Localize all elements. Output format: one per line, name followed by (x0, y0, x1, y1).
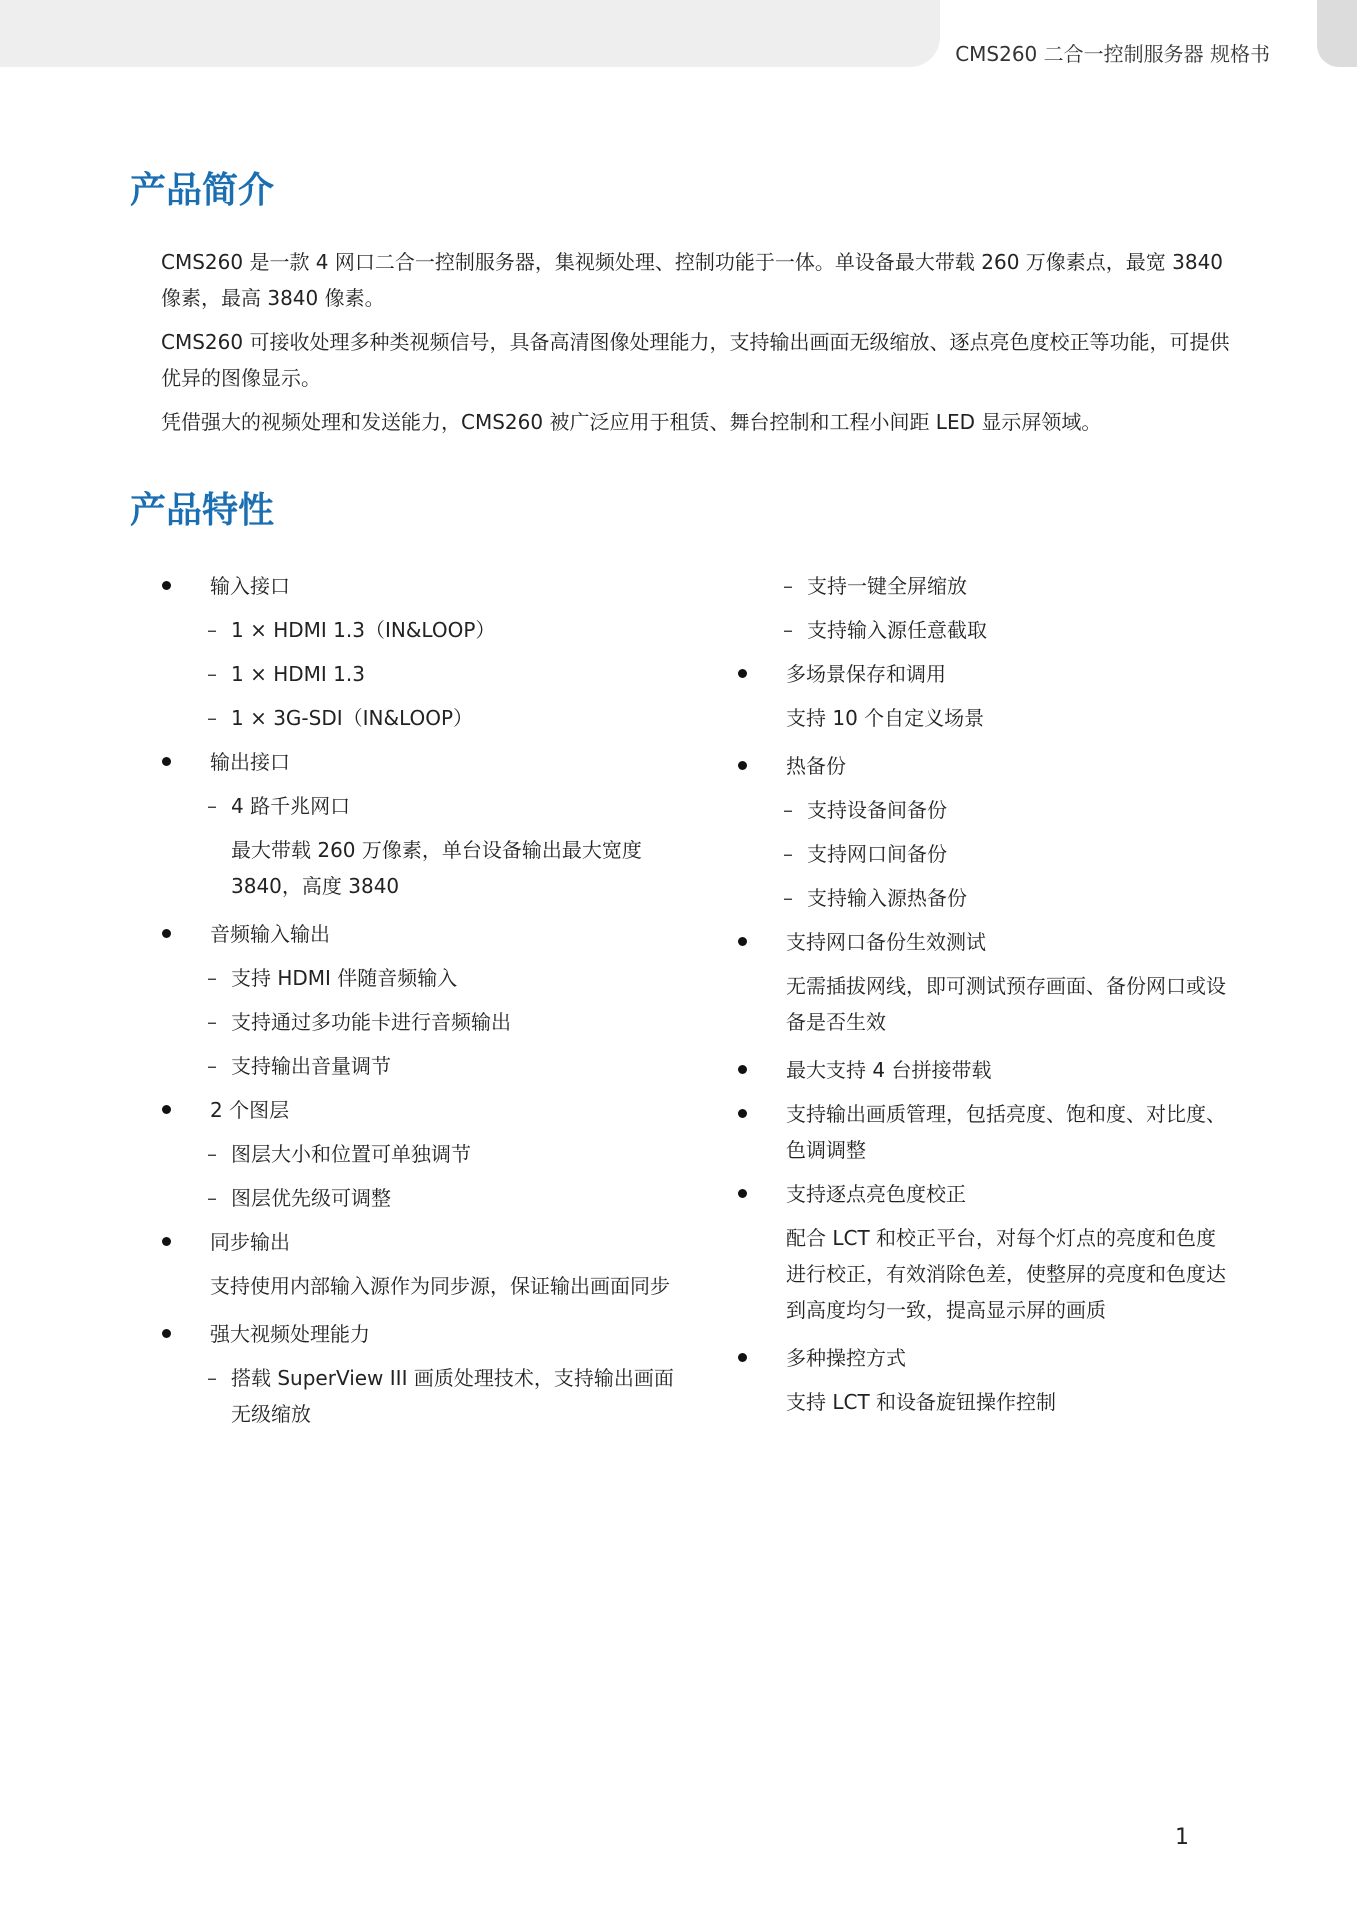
bullet-icon (162, 929, 171, 938)
dash-icon: – (207, 662, 217, 686)
bullet-icon (738, 1065, 747, 1074)
dash-icon: – (207, 1366, 217, 1390)
features-left-column (160, 568, 680, 1440)
feature-sub: – 支持一键全屏缩放 (736, 568, 1236, 604)
bullet-icon (162, 581, 171, 590)
feature-backup-test: 支持网口备份生效测试 (736, 924, 1236, 960)
feature-output: 输出接口 (160, 744, 680, 780)
features-heading: 产品特性 (130, 490, 275, 531)
feature-sub: – 图层大小和位置可单独调节 (160, 1136, 680, 1172)
intro-paragraph: CMS260 可接收处理多种类视频信号，具备高清图像处理能力，支持输出画面无级缩放、逐点亮色度校正等功能，可提供优异的图像显示。 (161, 330, 1230, 390)
dash-icon: – (207, 794, 217, 818)
bullet-icon (162, 1237, 171, 1246)
feature-sub: – 支持 HDMI 伴随音频输入 (160, 960, 680, 996)
feature-layers: 2 个图层 (160, 1092, 680, 1128)
dash-icon: – (783, 842, 793, 866)
dash-icon: – (783, 618, 793, 642)
bullet-icon (162, 1105, 171, 1114)
bullet-icon (162, 1329, 171, 1338)
dash-icon: – (207, 1142, 217, 1166)
feature-backup: 热备份 (736, 748, 1236, 784)
feature-desc: 支持 10 个自定义场景 (786, 706, 985, 730)
feature-quality: 支持输出画质管理，包括亮度、饱和度、对比度、色调调整 (736, 1096, 1236, 1168)
intro-paragraph: CMS260 是一款 4 网口二合一控制服务器，集视频处理、控制功能于一体。单设备最大带载 260 万像素点，最宽 3840 像素，最高 3840 像素。 (161, 250, 1224, 310)
features-right-column (736, 568, 1236, 1432)
dash-icon: – (207, 966, 217, 990)
feature-sub: – 支持输出音量调节 (160, 1048, 680, 1084)
bullet-icon (738, 1109, 747, 1118)
feature-desc: 支持使用内部输入源作为同步源，保证输出画面同步 (210, 1274, 670, 1298)
feature-sub: – 1 × 3G-SDI（IN&LOOP） (160, 700, 680, 736)
feature-sub: – 搭载 SuperView III 画质处理技术，支持输出画面无级缩放 (160, 1360, 680, 1432)
dash-icon: – (207, 618, 217, 642)
feature-desc: 支持 LCT 和设备旋钮操作控制 (786, 1390, 1057, 1414)
feature-input: 输入接口 (160, 568, 680, 604)
intro-body (161, 244, 1241, 448)
feature-video: 强大视频处理能力 (160, 1316, 680, 1352)
feature-scenes: 多场景保存和调用 (736, 656, 1236, 692)
bullet-icon (738, 761, 747, 770)
feature-desc: 配合 LCT 和校正平台，对每个灯点的亮度和色度进行校正，有效消除色差，使整屏的亮度和色度达到高度均匀一致，提高显示屏的画质 (786, 1226, 1226, 1322)
bullet-icon (738, 669, 747, 678)
feature-sub: – 支持网口间备份 (736, 836, 1236, 872)
bullet-icon (738, 1189, 747, 1198)
feature-control: 多种操控方式 (736, 1340, 1236, 1376)
feature-sub: – 4 路千兆网口 (160, 788, 680, 824)
feature-splice: 最大支持 4 台拼接带载 (736, 1052, 1236, 1088)
dash-icon: – (783, 886, 793, 910)
intro-paragraph: 凭借强大的视频处理和发送能力，CMS260 被广泛应用于租赁、舞台控制和工程小间距 LED 显示屏领域。 (161, 410, 1102, 434)
dash-icon: – (207, 1010, 217, 1034)
feature-sub: – 1 × HDMI 1.3（IN&LOOP） (160, 612, 680, 648)
feature-desc: 无需插拔网线，即可测试预存画面、备份网口或设备是否生效 (786, 974, 1226, 1034)
page-number: 1 (1175, 1825, 1189, 1850)
dash-icon: – (207, 1054, 217, 1078)
intro-heading: 产品简介 (130, 170, 275, 211)
bullet-icon (738, 937, 747, 946)
feature-sub: – 图层优先级可调整 (160, 1180, 680, 1216)
header-tab (1317, 0, 1357, 67)
dash-icon: – (783, 798, 793, 822)
feature-sub: – 支持输入源热备份 (736, 880, 1236, 916)
bullet-icon (738, 1353, 747, 1362)
feature-sub: – 支持输入源任意截取 (736, 612, 1236, 648)
dash-icon: – (207, 706, 217, 730)
dash-icon: – (207, 1186, 217, 1210)
feature-audio: 音频输入输出 (160, 916, 680, 952)
feature-desc: 最大带载 260 万像素，单台设备输出最大宽度 3840，高度 3840 (231, 838, 642, 898)
feature-sync: 同步输出 (160, 1224, 680, 1260)
feature-sub: – 支持通过多功能卡进行音频输出 (160, 1004, 680, 1040)
dash-icon: – (783, 574, 793, 598)
feature-calibration: 支持逐点亮色度校正 (736, 1176, 1236, 1212)
header-band (0, 0, 940, 67)
bullet-icon (162, 757, 171, 766)
feature-sub: – 1 × HDMI 1.3 (160, 656, 680, 692)
document-title: CMS260 二合一控制服务器 规格书 (955, 42, 1270, 66)
feature-sub: – 支持设备间备份 (736, 792, 1236, 828)
